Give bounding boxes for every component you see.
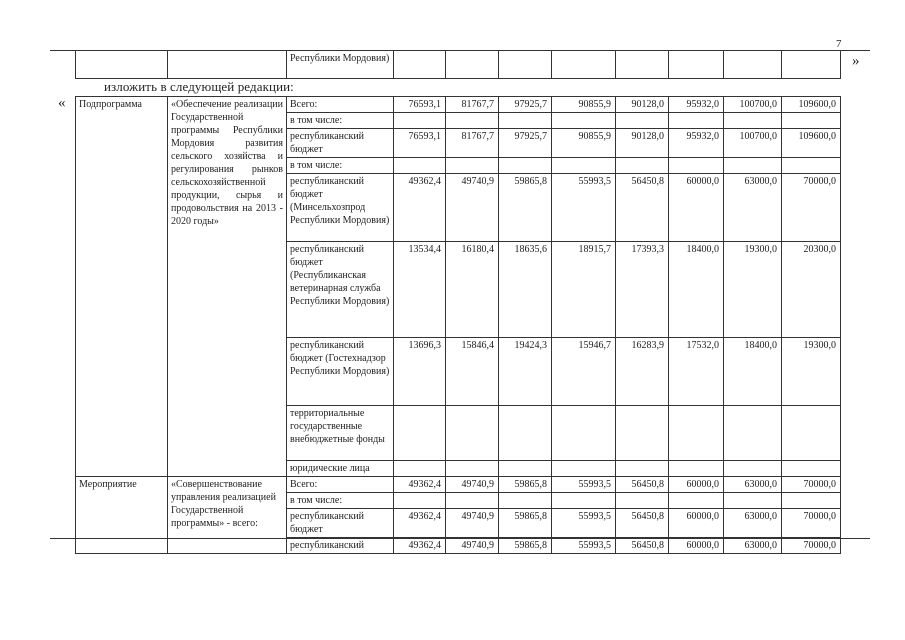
value-cell: 97925,7 [499,97,552,113]
source-cell: республиканский бюджет (Гостехнадзор Республики Мордовия) [287,338,394,406]
empty-cell [616,113,669,129]
value-cell: 70000,0 [782,174,841,242]
empty-cell [552,406,616,461]
value-cell: 95932,0 [669,97,724,113]
value-cell: 13696,3 [394,338,446,406]
value-cell: 56450,8 [616,477,669,493]
value-cell: 109600,0 [782,97,841,113]
empty-cell [669,406,724,461]
measure-name: «Совершенствование управления реализацией Государственной программы» - всего: [168,477,287,554]
value-cell: 100700,0 [724,97,782,113]
empty-cell [552,158,616,174]
value-cell: 18400,0 [724,338,782,406]
value-cell: 81767,7 [446,97,499,113]
source-cell: республиканский бюджет [287,129,394,158]
value-cell: 18915,7 [552,242,616,338]
value-cell: 13534,4 [394,242,446,338]
empty-cell [669,461,724,477]
value-cell: 60000,0 [669,509,724,538]
source-cell: в том числе: [287,158,394,174]
value-cell: 19300,0 [782,338,841,406]
empty-cell [724,461,782,477]
value-cell: 97925,7 [499,129,552,158]
value-cell: 16283,9 [616,338,669,406]
value-cell: 60000,0 [669,174,724,242]
value-cell: 70000,0 [782,477,841,493]
empty-cell [552,113,616,129]
value-cell: 76593,1 [394,97,446,113]
source-cell: республиканский бюджет [287,509,394,538]
empty-cell [616,406,669,461]
empty-cell [552,461,616,477]
empty-cell [499,406,552,461]
empty-cell [616,461,669,477]
value-cell: 15846,4 [446,338,499,406]
value-cell: 56450,8 [616,174,669,242]
value-cell: 49740,9 [446,538,499,554]
empty-cell [394,461,446,477]
subprogram-name: «Обеспечение реализации Государственной программы Республики Мордовия развития сельского хозяйства и регулирования рынков сельскохозяйственной продукции, сырья и продовольствия на 2013 - 2020 годы» [168,97,287,477]
empty-cell [446,113,499,129]
empty-cell [446,158,499,174]
value-cell: 81767,7 [446,129,499,158]
source-cell: в том числе: [287,113,394,129]
bottom-rule [50,538,870,539]
value-cell: 18635,6 [499,242,552,338]
value-cell: 63000,0 [724,538,782,554]
value-cell: 49362,4 [394,538,446,554]
empty-cell [394,113,446,129]
value-cell: 90128,0 [616,129,669,158]
empty-cell [724,158,782,174]
empty-cell [446,406,499,461]
value-cell: 55993,5 [552,538,616,554]
empty-cell [782,158,841,174]
empty-cell [782,461,841,477]
value-cell: 100700,0 [724,129,782,158]
empty-cell [782,113,841,129]
value-cell: 59865,8 [499,477,552,493]
value-cell: 55993,5 [552,509,616,538]
table-row [76,477,841,493]
value-cell: 95932,0 [669,129,724,158]
value-cell: 49362,4 [394,477,446,493]
empty-cell [499,113,552,129]
empty-cell [394,493,446,509]
opening-quote: « [58,95,66,111]
empty-cell [499,493,552,509]
empty-cell [782,493,841,509]
value-cell: 59865,8 [499,174,552,242]
empty-cell [552,493,616,509]
empty-cell [446,493,499,509]
value-cell: 90128,0 [616,97,669,113]
value-cell: 63000,0 [724,174,782,242]
empty-cell [724,493,782,509]
empty-cell [616,158,669,174]
value-cell: 17393,3 [616,242,669,338]
closing-quote: » [852,53,860,69]
value-cell: 55993,5 [552,174,616,242]
value-cell: 59865,8 [499,538,552,554]
value-cell: 49740,9 [446,477,499,493]
instruction-text: изложить в следующей редакции: [104,79,294,94]
empty-cell [782,406,841,461]
value-cell: 15946,7 [552,338,616,406]
type-measure: Мероприятие [76,477,168,554]
source-cell: юридические лица [287,461,394,477]
source-cell: Всего: [287,97,394,113]
value-cell: 49362,4 [394,509,446,538]
value-cell: 90855,9 [552,97,616,113]
value-cell: 19300,0 [724,242,782,338]
value-cell: 59865,8 [499,509,552,538]
type-subprogram: Подпрограмма [76,97,168,477]
empty-cell [499,461,552,477]
table-row [76,97,841,113]
value-cell: 49740,9 [446,174,499,242]
empty-cell [394,158,446,174]
empty-cell [499,158,552,174]
value-cell: 49740,9 [446,509,499,538]
value-cell: 16180,4 [446,242,499,338]
source-cell: республиканский бюджет (Минсельхозпрод Республики Мордовия) [287,174,394,242]
empty-cell [724,113,782,129]
prev-row-source: Республики Мордовия) [287,51,394,79]
previous-table-fragment [75,50,841,79]
source-cell: республиканский бюджет (Республиканская ветеринарная служба Республики Мордовия) [287,242,394,338]
empty-cell [394,406,446,461]
empty-cell [669,493,724,509]
value-cell: 18400,0 [669,242,724,338]
value-cell: 17532,0 [669,338,724,406]
value-cell: 60000,0 [669,538,724,554]
value-cell: 63000,0 [724,509,782,538]
value-cell: 90855,9 [552,129,616,158]
source-cell: территориальные государственные внебюджетные фонды [287,406,394,461]
empty-cell [446,461,499,477]
empty-cell [724,406,782,461]
value-cell: 56450,8 [616,538,669,554]
value-cell: 70000,0 [782,538,841,554]
empty-cell [669,113,724,129]
budget-table [75,96,841,554]
value-cell: 60000,0 [669,477,724,493]
value-cell: 76593,1 [394,129,446,158]
value-cell: 55993,5 [552,477,616,493]
empty-cell [669,158,724,174]
source-cell: Всего: [287,477,394,493]
source-cell: республиканский [287,538,394,554]
value-cell: 70000,0 [782,509,841,538]
source-cell: в том числе: [287,493,394,509]
empty-cell [616,493,669,509]
value-cell: 63000,0 [724,477,782,493]
value-cell: 20300,0 [782,242,841,338]
value-cell: 56450,8 [616,509,669,538]
value-cell: 49362,4 [394,174,446,242]
value-cell: 19424,3 [499,338,552,406]
value-cell: 109600,0 [782,129,841,158]
page-number: 7 [836,38,842,50]
